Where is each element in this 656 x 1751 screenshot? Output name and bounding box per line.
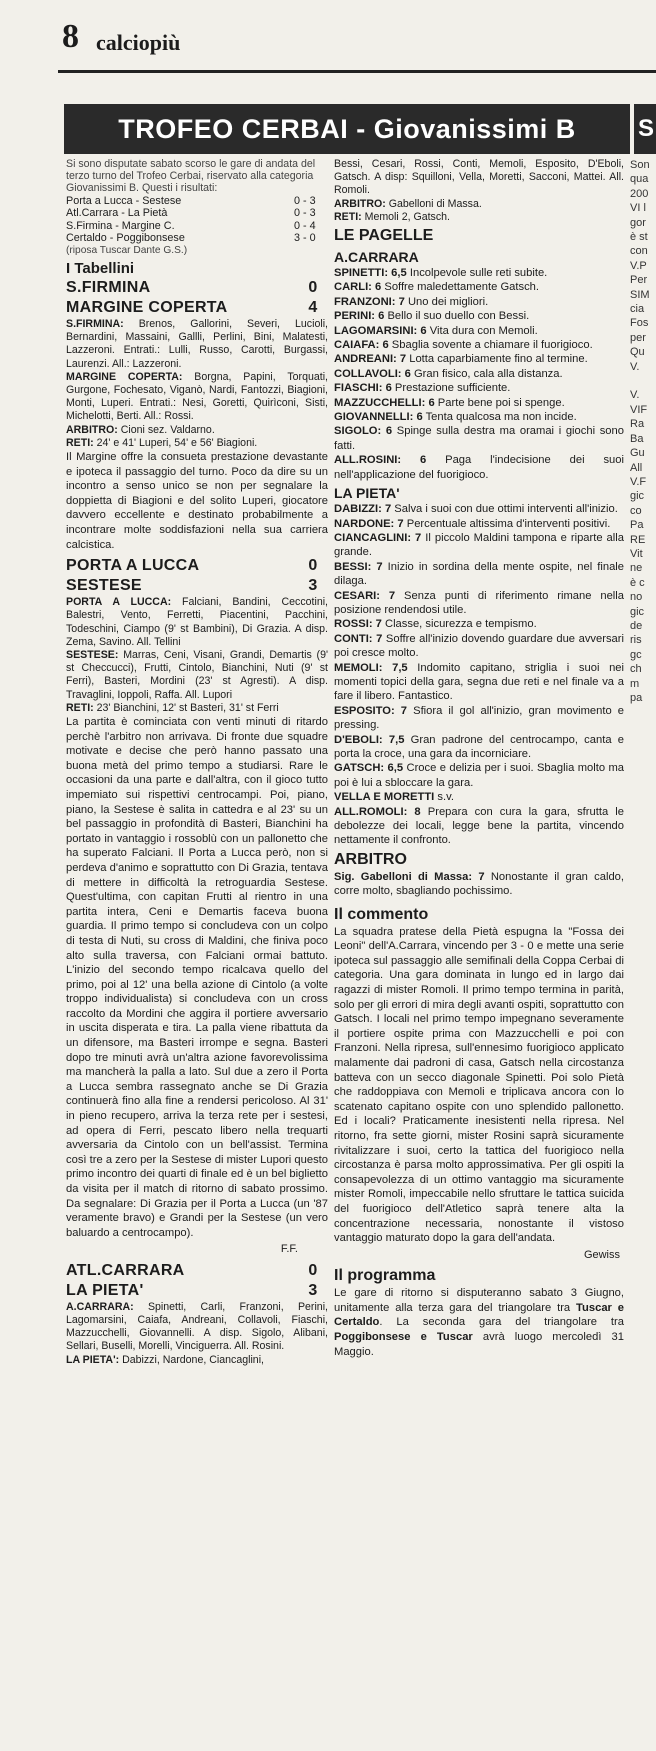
rating-text: s.v. (434, 791, 454, 804)
fragment-line: gic (630, 490, 645, 503)
fragment-line: Per (630, 274, 648, 287)
player-rating (334, 661, 624, 704)
programma-part: Le gare di ritorno si disputeranno sabato 3 Giugno, unitamente alla terza gara del triangolare tra (334, 1287, 624, 1314)
rating-name: ESPOSITO: 7 (334, 704, 408, 717)
result-row (66, 232, 328, 245)
player-rating (334, 632, 624, 661)
fragment-line: Qu (630, 346, 645, 359)
player-rating (334, 805, 624, 848)
fragment-line: Son (630, 159, 650, 171)
fragment-line: gc (630, 648, 642, 661)
player-rating (334, 517, 624, 531)
rating-text: Percentuale altissima d'interventi positivi. (403, 517, 611, 530)
rating-text: Bello il suo duello con Bessi. (384, 310, 530, 323)
lineup-label: A.CARRARA: (66, 1300, 134, 1313)
lineup-away (66, 371, 328, 424)
arbitro-heading: ARBITRO (334, 850, 407, 868)
referee-label: ARBITRO: (66, 423, 118, 436)
fragment-line: ne (630, 562, 643, 575)
result-score: 0 - 3 (294, 207, 316, 220)
player-rating (334, 424, 624, 453)
team-goals: 0 (308, 278, 318, 296)
fragment-line: no (630, 591, 643, 604)
fragment-line: Ba (630, 432, 644, 445)
fragment-line: gic (630, 605, 645, 618)
rating-text: Paga l'indecisione dei suoi nell'applicazione del fuorigioco. (334, 454, 624, 481)
lineup-label: PORTA A LUCCA: (66, 596, 172, 609)
rating-text: Parte bene poi si spenge. (434, 396, 565, 409)
fragment-line: ch (630, 663, 642, 676)
fragment-line: VI l (630, 202, 646, 215)
player-rating (334, 266, 624, 280)
team-score-line (66, 1281, 328, 1301)
player-rating (334, 589, 624, 618)
intro-text: Si sono disputate sabato scorso le gare di andata del terzo turno del Trofeo Cerbai, riservato alla categoria Giovanissimi B. Questi i risultati: (66, 158, 316, 195)
fragment-line: cia (630, 303, 645, 316)
player-rating (334, 617, 624, 631)
rating-text: Incolpevole sulle reti subite. (406, 267, 548, 280)
adjacent-article-fragment (630, 158, 656, 1751)
player-rating (334, 309, 624, 323)
lineup-away (66, 649, 328, 702)
lineup-text: Brenos, Gallorini, Severi, Lucioli, Bernardini, Massaini, Gallli, Perlini, Bini, Malatesti, Lazzeroni. Entrati.: Lulli, Russo, Carotti, Burgassi, Laurenzi. All.: Lazzeroni. (66, 317, 328, 370)
fragment-lines (630, 158, 656, 705)
programma-part: avrà luogo mercoledì 31 Maggio. (334, 1330, 624, 1358)
fragment-line: VIF (630, 403, 648, 416)
left-column (66, 158, 328, 1751)
rating-text: Il piccolo Maldini tampona e riparte alla grande. (334, 531, 624, 559)
referee-text: Cioni sez. Valdarno. (117, 423, 215, 436)
team-name: SESTESE (66, 577, 142, 595)
fragment-line: SIM (630, 288, 650, 301)
ratings-list (334, 502, 624, 848)
fragment-line: Ra (630, 418, 645, 431)
article-banner: TROFEO CERBAI - Giovanissimi B (64, 104, 630, 154)
lineup-home (66, 596, 328, 649)
result-match: Porta a Lucca - Sestese (66, 194, 182, 207)
goals-label: RETI: (66, 701, 94, 714)
team-ratings-heading: LA PIETA' (334, 485, 400, 502)
rating-name: ALL.ROSINI: 6 (334, 454, 427, 467)
player-rating (334, 280, 624, 294)
rating-text: Spinge sulla destra ma oramai i giochi sono fatti. (334, 425, 624, 452)
team-score-line (66, 278, 328, 298)
fragment-line: Gu (630, 447, 645, 460)
rating-name: COLLAVOLI: 6 (334, 367, 411, 380)
fragment-line: V.P (630, 259, 647, 272)
result-match: S.Firmina - Margine C. (66, 219, 175, 232)
rating-name: FRANZONI: 7 (334, 295, 405, 308)
result-score: 3 - 0 (294, 232, 316, 245)
goals-text: Memoli 2, Gatsch. (361, 210, 450, 223)
rating-text: Prestazione sufficiente. (391, 382, 511, 395)
lineup-home (66, 1301, 328, 1354)
rating-text: Gran padrone del centrocampo, canta e porta la croce, una gara da incorniciare. (334, 733, 624, 761)
goals-label: RETI: (66, 436, 94, 449)
author-signature: F.F. (280, 1243, 298, 1256)
team-goals: 0 (308, 557, 318, 575)
rating-name: CARLI: 6 (334, 281, 382, 294)
lineup-label: LA PIETA': (66, 1353, 120, 1366)
rating-name: ANDREANI: 7 (334, 353, 407, 366)
team-name: ATL.CARRARA (66, 1261, 185, 1279)
fragment-line: All (630, 461, 643, 474)
programma-teams: Poggibonsese e Tuscar (334, 1330, 473, 1343)
result-match: Certaldo - Poggibonsese (66, 232, 185, 245)
rating-text: Sfiora il gol all'inizio, gran movimento e pressing. (334, 704, 624, 732)
rating-name: PERINI: 6 (334, 310, 385, 323)
lineup-text: Spinetti, Carli, Franzoni, Perini, Lagomarsini, Caiafa, Andreani, Collavoli, Fiaschi, Mazzucchelli, Giovannelli. A disp. Sigolo, Alibani, Sellari, Buselli, Morelli, Vinciguerra. All. Rosini. (66, 1300, 328, 1353)
lineup-text: Falciani, Bandini, Ceccotini, Balestri, Vento, Ferretti, Piacentini, Pacchini, Todeschini, Ciampo (9' st Bambini), Di Grazia. A disp. Zema, Savino. All. Tellini (66, 596, 328, 648)
lineup-home (66, 318, 328, 371)
player-rating (334, 761, 624, 790)
team-name: S.FIRMINA (66, 278, 151, 296)
referee-line (66, 424, 328, 437)
fragment-line: m (630, 677, 640, 690)
rating-name: CIANCAGLINI: 7 (334, 531, 422, 544)
programma-part: . La seconda gara del triangolare tra (379, 1316, 624, 1329)
lineup-text: Marras, Ceni, Visani, Grandi, Demartis (9' st Checcucci), Frutti, Cintolo, Bianchini, Nuti (9' st Ferri), Basteri, Mordini (23' st Agresti). A disp. Travaglini, Ioppoli, Raffa. All. Lupori (66, 648, 328, 701)
header-rule (58, 70, 656, 73)
rating-name: GIOVANNELLI: 6 (334, 411, 423, 424)
result-match: Atl.Carrara - La Pietà (66, 207, 168, 220)
rating-name: ROSSI: 7 (334, 618, 382, 631)
referee-label: ARBITRO: (334, 197, 386, 210)
rating-name: SPINETTI: 6,5 (334, 267, 407, 280)
team-goals: 4 (308, 298, 318, 316)
player-rating (334, 790, 624, 804)
player-rating (334, 704, 624, 733)
player-rating (334, 352, 624, 366)
result-score: 0 - 3 (294, 194, 316, 207)
rating-name: VELLA E MORETTI (334, 791, 435, 804)
fragment-line (630, 374, 656, 388)
rating-text: Prepara con cura la gara, sfrutta le debolezze dei locali, legge bene la partita, vincendo nettamente il confronto. (334, 805, 624, 847)
match-report: Il Margine offre la consueta prestazione devastante e ipoteca il passaggio del turno. Poco da dire su un incontro a senso unico se non per segnalare la doppietta di Biagioni e del solito Luperi, giocatore davvero eccellente e destinato probabilmente a incontrare molte soddisfazioni nella sua carriera calcistica. (66, 451, 328, 551)
rest-note: (riposa Tuscar Dante G.S.) (66, 244, 188, 256)
rating-name: LAGOMARSINI: 6 (334, 324, 427, 337)
team-goals: 0 (308, 1261, 318, 1279)
section-title: calciopiù (96, 30, 181, 55)
page-number: 8 (62, 18, 79, 55)
rating-text: Lotta caparbiamente fino al termine. (406, 353, 588, 366)
team-score-line (66, 298, 328, 318)
team-name: MARGINE COPERTA (66, 298, 228, 316)
goals-text: 23' Bianchini, 12' st Basteri, 31' st Ferri (93, 701, 279, 714)
lineup-label: S.FIRMINA: (66, 317, 124, 330)
player-rating (334, 295, 624, 309)
rating-name: DABIZZI: 7 (334, 503, 392, 516)
fragment-line: qua (630, 173, 649, 186)
rating-name: NARDONE: 7 (334, 517, 404, 530)
rating-text: Gran fisico, cala alla distanza. (410, 367, 563, 380)
fragment-line: con (630, 245, 648, 258)
player-rating (334, 338, 624, 352)
commento-heading: Il commento (334, 905, 429, 923)
right-column (334, 158, 624, 1751)
rating-text: Soffre all'inizio dovendo guardare due avversari poi cresce molto. (334, 632, 624, 660)
referee-rating (334, 870, 624, 899)
lineup-away (66, 1354, 328, 1367)
adjacent-banner: S (634, 104, 656, 154)
rating-text: Vita dura con Memoli. (426, 324, 538, 337)
rating-name: CESARI: 7 (334, 589, 396, 602)
rating-text: Nonostante il gran caldo, corre molto, sbagliando pochissimo. (334, 870, 624, 898)
fragment-line: è st (630, 231, 648, 244)
rating-name: MAZZUCCHELLI: 6 (334, 396, 435, 409)
goals-text: 24' e 41' Luperi, 54' e 56' Biagioni. (93, 436, 258, 449)
fragment-line: de (630, 619, 643, 632)
rating-text: Croce e delizia per i suoi. Sbaglia molto ma poi è lui a sbloccare la gara. (334, 762, 624, 789)
lineup-label: SESTESE: (66, 648, 119, 661)
goals-line (66, 437, 328, 450)
tabellini-heading: I Tabellini (66, 259, 135, 277)
goals-label: RETI: (334, 210, 362, 223)
referee-line (334, 198, 624, 211)
fragment-line: Vit (630, 547, 643, 560)
team-score-line (66, 556, 328, 576)
lineup-label: MARGINE COPERTA: (66, 370, 183, 383)
rating-name: CAIAFA: 6 (334, 339, 389, 352)
result-score: 0 - 4 (294, 219, 316, 232)
fragment-line: V.F (630, 475, 647, 488)
fragment-line: pa (630, 692, 643, 705)
rating-text: Uno dei migliori. (404, 295, 489, 308)
goals-line (66, 702, 328, 715)
goals-line (334, 211, 624, 224)
rating-text: Inizio in sordina della mente ospite, nel finale dilaga. (334, 560, 624, 588)
rating-name: Sig. Gabelloni di Massa: 7 (334, 870, 485, 883)
lineup-text: Dabizzi, Nardone, Ciancaglini, (119, 1353, 264, 1366)
lineup-continued: Bessi, Cesari, Rossi, Conti, Memoli, Esposito, D'Eboli, Gatsch. A disp: Squilloni, Vella, Moretti, Sacconi, Mattei. All. Romoli. (334, 158, 624, 197)
rating-name: SIGOLO: 6 (334, 425, 393, 438)
player-rating (334, 396, 624, 410)
player-rating (334, 324, 624, 338)
results-list (66, 195, 328, 257)
rating-name: GATSCH: 6,5 (334, 762, 404, 775)
team-name: LA PIETA' (66, 1281, 144, 1299)
rating-text: Tenta qualcosa ma non incide. (422, 411, 577, 424)
fragment-line: 200 (630, 187, 649, 200)
rating-name: D'EBOLI: 7,5 (334, 733, 405, 746)
fragment-line: Pa (630, 519, 644, 532)
referee-text: Gabelloni di Massa. (385, 197, 482, 210)
rating-name: MEMOLI: 7,5 (334, 661, 408, 674)
player-rating (334, 381, 624, 395)
team-score-line (66, 576, 328, 596)
rating-name: ALL.ROMOLI: 8 (334, 805, 421, 818)
player-rating (334, 502, 624, 516)
result-row (66, 220, 328, 233)
fragment-line: RE (630, 533, 646, 546)
match-report: La partita è cominciata con venti minuti di ritardo perchè l'arbitro non arrivava. Di fronte due squadre motivate e decise che però hanno passato una buona metà del primo tempo a studiarsi. Rare le occasioni da una parte e dall'altra, con il gioco tutto impemiato sui rispettivi centrocampi. Poi, piano, piano, la Sestese è salita in cattedra e al 23' su un bel passaggio in profondità di Basteri, Bianchini ha portato in vantaggio i rossoblù con un pallonetto che ha superato Falciani. Il Porta a Lucca però, non si perdeva d'animo e soprattutto con Di Grazia, tentava di mettere in difficoltà la retroguardia Sestese. Quest'ultima, con capitan Frutti al rientro in una partita intera, Ceni e Demartis faceva buona guardia. Il primo tempo si concludeva con un colpo di testa di Nuti, su cross di Maldini, che finiva poco alto sulla traversa, con Falciani ormai battuto. L'inizio del secondo tempo ricalcava quello del primo, poi al 12' una bella azione di Cintolo (a volte troppo individualista) si concludeva con un cross raccolto da Mordini che aggira il portiere avversario in uscita disperata e tira. La palla viene ribattuta da un difensore, ma Basteri irrompe e segna. Basteri dopo tre minuti avrà un'altra azione favorevolissima ma mancherà la palla a lato. Sul due a zero il Porta a Lucca sembra rassegnato anche se Di Grazia continuerà fino alla fine a rendersi pericoloso. Al 31' in pieno recupero, arriva la terza rete per i sestesi, ad opera di Ferri, pescato libero nella trequarti avversaria da Cintolo con un bell'assist. Termina così tre a zero per la Sestese di mister Lupori questo primo incontro dei quarti di finale ed è un bel biglietto da visita per il match di ritorno di sabato prossimo. Da segnalare: Di Grazia per il Porta a Lucca (un '87 veramente bravo) e Grandi per la Sestese (un vero baluardo a centrocampo). (66, 716, 328, 1239)
player-rating (334, 367, 624, 381)
fragment-line: è c (630, 576, 645, 589)
lineup-text: Borgna, Papini, Torquati, Gurgone, Fochesato, Viganò, Nardi, Fantozzi, Biagioni, Monti, Luperi. Entrati.: Nesi, Goretti, Quirìconi, Sisti, Michelotti, Berti. All.: Rossi. (66, 370, 328, 423)
programma-teams: Tuscar e Certaldo (334, 1301, 624, 1329)
team-goals: 3 (308, 577, 318, 595)
rating-text: Classe, sicurezza e tempismo. (381, 618, 537, 631)
team-goals: 3 (308, 1281, 318, 1299)
team-score-line (66, 1261, 328, 1281)
fragment-line: co (630, 504, 642, 517)
player-rating (334, 453, 624, 482)
rating-text: Salva i suoi con due ottimi interventi all'inizio. (391, 503, 618, 516)
fragment-line: Fos (630, 317, 649, 330)
rating-name: CONTI: 7 (334, 632, 383, 645)
rating-text: Senza punti di riferimento rimane nella posizione rendendosi utile. (334, 589, 624, 616)
commento-text: La squadra pratese della Pietà espugna la "Fossa dei Leoni" dell'A.Carrara, vincendo per 3 - 0 e mette una serie ipoteca sul passaggio alle semifinali della Coppa Cerbai di categoria. Una gara dominata in lungo ed in largo dai ragazzi di mister Romoli. Il primo tempo termina in parità, solo per gli errori di mira degli avanti ospiti, soprattutto con Gatsch. I locali nel primo tempo impegnano severamente il portiere ospite prima con Mazzucchelli e poi con Franzoni. Nella ripresa, sull'ennesimo fuorigioco applicato malamente dai padroni di casa, Gatsch nella circostanza batteva con un secco diagonale Spinetti. Poi solo Pietà che raddoppiava con Memoli e triplicava ancora con lo scatenato capitano ospite con uno splendido pallonetto. Ed i locali? Praticamente inesistenti nella ripresa. Nel ritorno, fra sette giorni, mister Rosini saprà sicuramente rivitalizzare i suoi, certo la tattica del fuorigioco nella circostanza è parsa molto approssimativa. Per gli ospiti la consapevolezza di un ottimo vantaggio ma sicuramente mister Romoli, impeccabile nello sfruttare le tattica suicida del fuorigioco dell'Atletico saprà tenere alta la concentrazione necessaria, nonostante il vistoso vantaggio maturato dopo la gara dell'andata. (334, 925, 624, 1245)
player-rating (334, 531, 624, 560)
rating-text: Sbaglia sovente a chiamare il fuorigioco. (388, 339, 593, 352)
player-rating (334, 560, 624, 589)
fragment-line: ris (630, 634, 642, 647)
result-row (66, 207, 328, 220)
programma-text (334, 1286, 624, 1359)
result-row (66, 195, 328, 208)
rating-text: Soffre maledettamente Gatsch. (381, 281, 539, 294)
player-rating (334, 733, 624, 762)
fragment-line: V. (630, 389, 640, 402)
rating-text: Indomito capitano, striglia i suoi nei momenti topici della gara, segna due reti e nel finale va a fare il libero. Fantastico. (334, 661, 624, 703)
author-signature: Gewiss (583, 1248, 620, 1261)
programma-heading: Il programma (334, 1267, 436, 1285)
team-ratings-heading: A.CARRARA (334, 249, 419, 266)
rating-name: BESSI: 7 (334, 560, 383, 573)
player-rating (334, 410, 624, 424)
rating-name: FIASCHI: 6 (334, 382, 392, 395)
team-name: PORTA A LUCCA (66, 557, 200, 575)
fragment-line: gor (630, 216, 646, 229)
fragment-line: per (630, 331, 646, 344)
fragment-line: V. (630, 360, 640, 373)
pagelle-heading: LE PAGELLE (334, 227, 434, 245)
ratings-list (334, 266, 624, 482)
